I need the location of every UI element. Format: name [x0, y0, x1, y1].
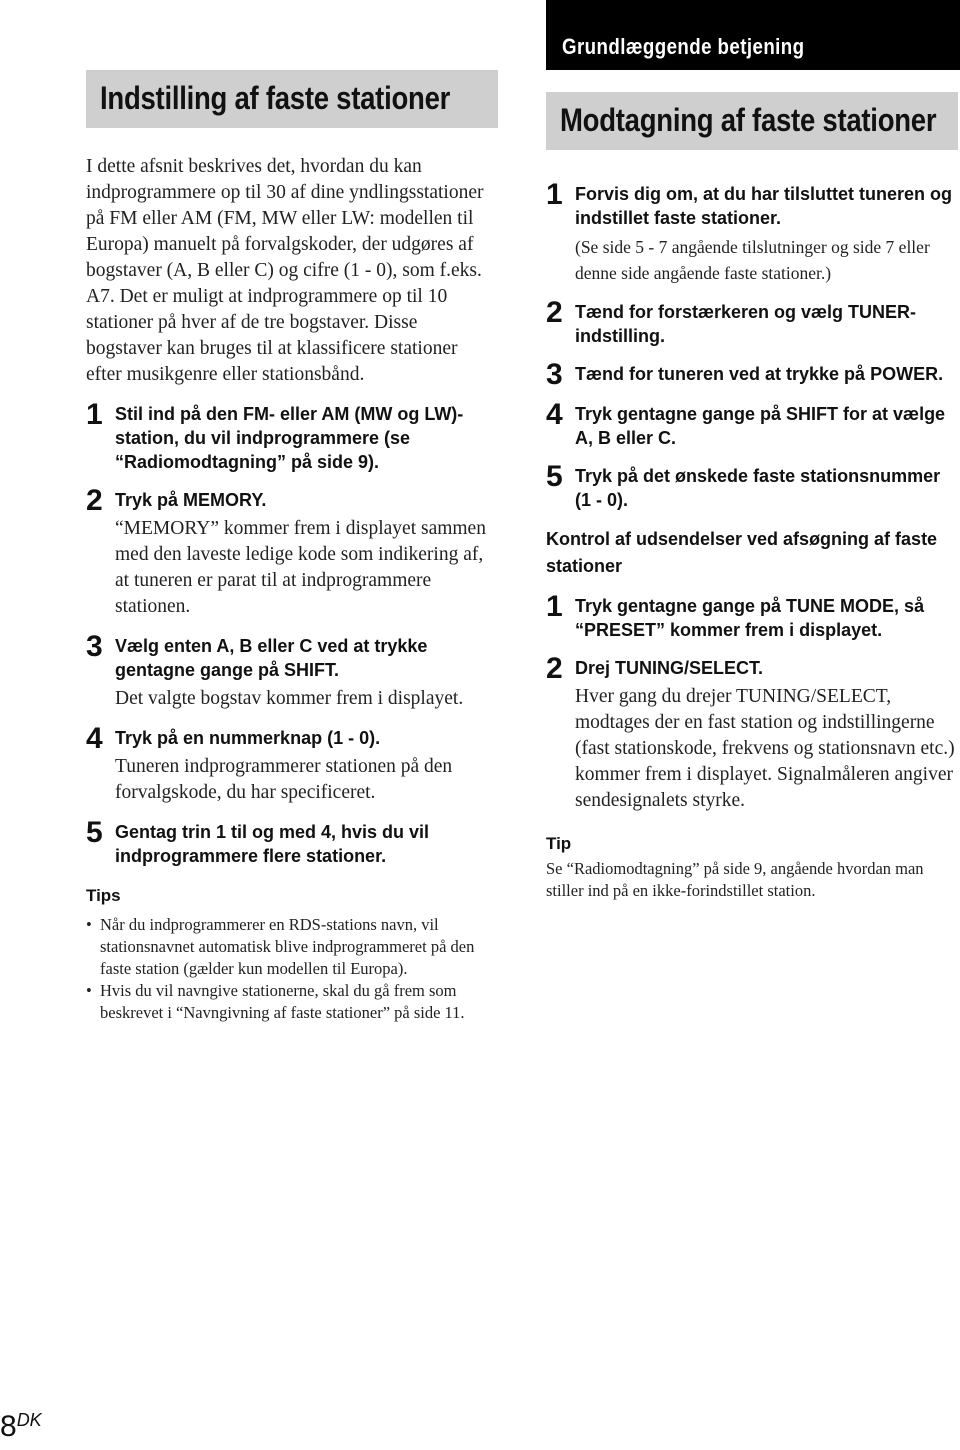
step-number: 1 — [546, 178, 563, 211]
left-title-box — [86, 70, 498, 128]
left-column — [86, 70, 498, 1024]
step-number: 4 — [86, 722, 103, 755]
step-number: 2 — [86, 484, 103, 517]
tip-item: • Hvis du vil navngive stationerne, skal du gå frem som beskrevet i “Navngivning af faste stationer” på side 11. — [86, 981, 465, 1022]
right-step-4 — [546, 398, 958, 450]
step-body: “MEMORY” kommer frem i displayet sammen med den laveste ledige kode som indikering af, at tuneren er parat til at indprogrammere stationen. — [115, 518, 486, 617]
step-heading: Stil ind på den FM- eller AM (MW og LW)-station, du vil indprogrammere (se “Radiomodtagning” på side 9). — [115, 404, 464, 472]
step-number: 1 — [86, 398, 103, 431]
left-step-3 — [86, 630, 498, 712]
tip-item: • Når du indprogrammerer en RDS-stations navn, vil stationsnavnet automatisk blive indprogrammeret på den faste station (gælder kun modellen til Europa). — [86, 915, 475, 978]
tip-label: Tip — [546, 834, 572, 853]
step-number: 2 — [546, 652, 563, 685]
step-heading: Drej TUNING/SELECT. — [575, 658, 764, 678]
right-title-box — [546, 92, 958, 150]
left-page-title: Indstilling af faste stationer — [100, 80, 451, 116]
step-heading: Tryk på det ønskede faste stationsnummer (1 - 0). — [575, 466, 941, 510]
step-body: Hver gang du drejer TUNING/SELECT, modtages der en fast station og indstillingerne (fast stationskode, frekvens og stationsnavn etc.) kommer frem i displayet. Signalmåleren angiver sendesignalets styrke. — [575, 686, 955, 811]
page-suffix: DK — [16, 1410, 42, 1430]
step-heading: Forvis dig om, at du har tilsluttet tuneren og indstillet faste stationer. — [575, 184, 953, 228]
right-step-3 — [546, 358, 958, 391]
right-step-2 — [546, 296, 958, 348]
left-step-1 — [86, 398, 498, 474]
step-heading: Tryk gentagne gange på SHIFT for at vælge A, B eller C. — [575, 404, 946, 448]
step-heading: Gentag trin 1 til og med 4, hvis du vil indprogrammere flere stationer. — [115, 822, 430, 866]
right-sub-step-1 — [546, 590, 958, 642]
left-step-2 — [86, 484, 498, 620]
right-column — [546, 92, 958, 902]
step-heading: Tryk på en nummerknap (1 - 0). — [115, 728, 381, 748]
page-number: $8^{DK}$ — [0, 1410, 42, 1443]
step-number: 1 — [546, 590, 563, 623]
right-step-5 — [546, 460, 958, 512]
step-body: Tuneren indprogrammerer stationen på den forvalgskode, du har specificeret. — [115, 756, 453, 803]
step-number: 3 — [86, 630, 103, 663]
tips-label: Tips — [86, 886, 121, 905]
step-body: Det valgte bogstav kommer frem i displayet. — [115, 688, 464, 709]
step-heading: Vælg enten A, B eller C ved at trykke gentagne gange på SHIFT. — [115, 636, 428, 680]
step-body: (Se side 5 - 7 angående tilslutninger og side 7 eller denne side angående faste stationer.) — [575, 237, 930, 283]
step-heading: Tryk på MEMORY. — [115, 490, 267, 510]
subsection-title: Kontrol af udsendelser ved afsøgning af faste stationer — [546, 529, 938, 576]
tips-list — [86, 914, 498, 1024]
step-number: 3 — [546, 358, 563, 391]
bullet-icon: • — [86, 915, 92, 934]
section-header — [546, 0, 960, 70]
right-sub-step-2 — [546, 652, 958, 814]
step-heading: Tænd for forstærkeren og vælg TUNER-indstilling. — [575, 302, 917, 346]
step-number: 5 — [86, 816, 103, 849]
step-heading: Tryk gentagne gange på TUNE MODE, så “PRESET” kommer frem i displayet. — [575, 596, 925, 640]
right-step-1 — [546, 178, 958, 286]
right-page-title: Modtagning af faste stationer — [560, 102, 937, 138]
section-title: Grundlæggende betjening — [562, 34, 805, 59]
tip-text: Se “Radiomodtagning” på side 9, angående hvordan man stiller ind på en ikke-forindstillet station. — [546, 859, 924, 900]
step-number: 5 — [546, 460, 563, 493]
left-step-5 — [86, 816, 498, 868]
left-step-4 — [86, 722, 498, 806]
left-intro: I dette afsnit beskrives det, hvordan du kan indprogrammere op til 30 af dine yndlingsstationer på FM eller AM (FM, MW eller LW: modellen til Europa) manuelt på forvalgskoder, der udgøres af bogstaver (A, B eller C) og cifre (1 - 0), som f.eks. A7. Det er muligt at indprogrammere op til 10 stationer på hver af de tre bogstaver. Disse bogstaver kan bruges til at klassificere stationer efter musikgenre eller stationsbånd. — [86, 156, 484, 385]
step-number: 4 — [546, 398, 563, 431]
bullet-icon: • — [86, 981, 92, 1000]
step-heading: Tænd for tuneren ved at trykke på POWER. — [575, 364, 944, 384]
step-number: 2 — [546, 296, 563, 329]
